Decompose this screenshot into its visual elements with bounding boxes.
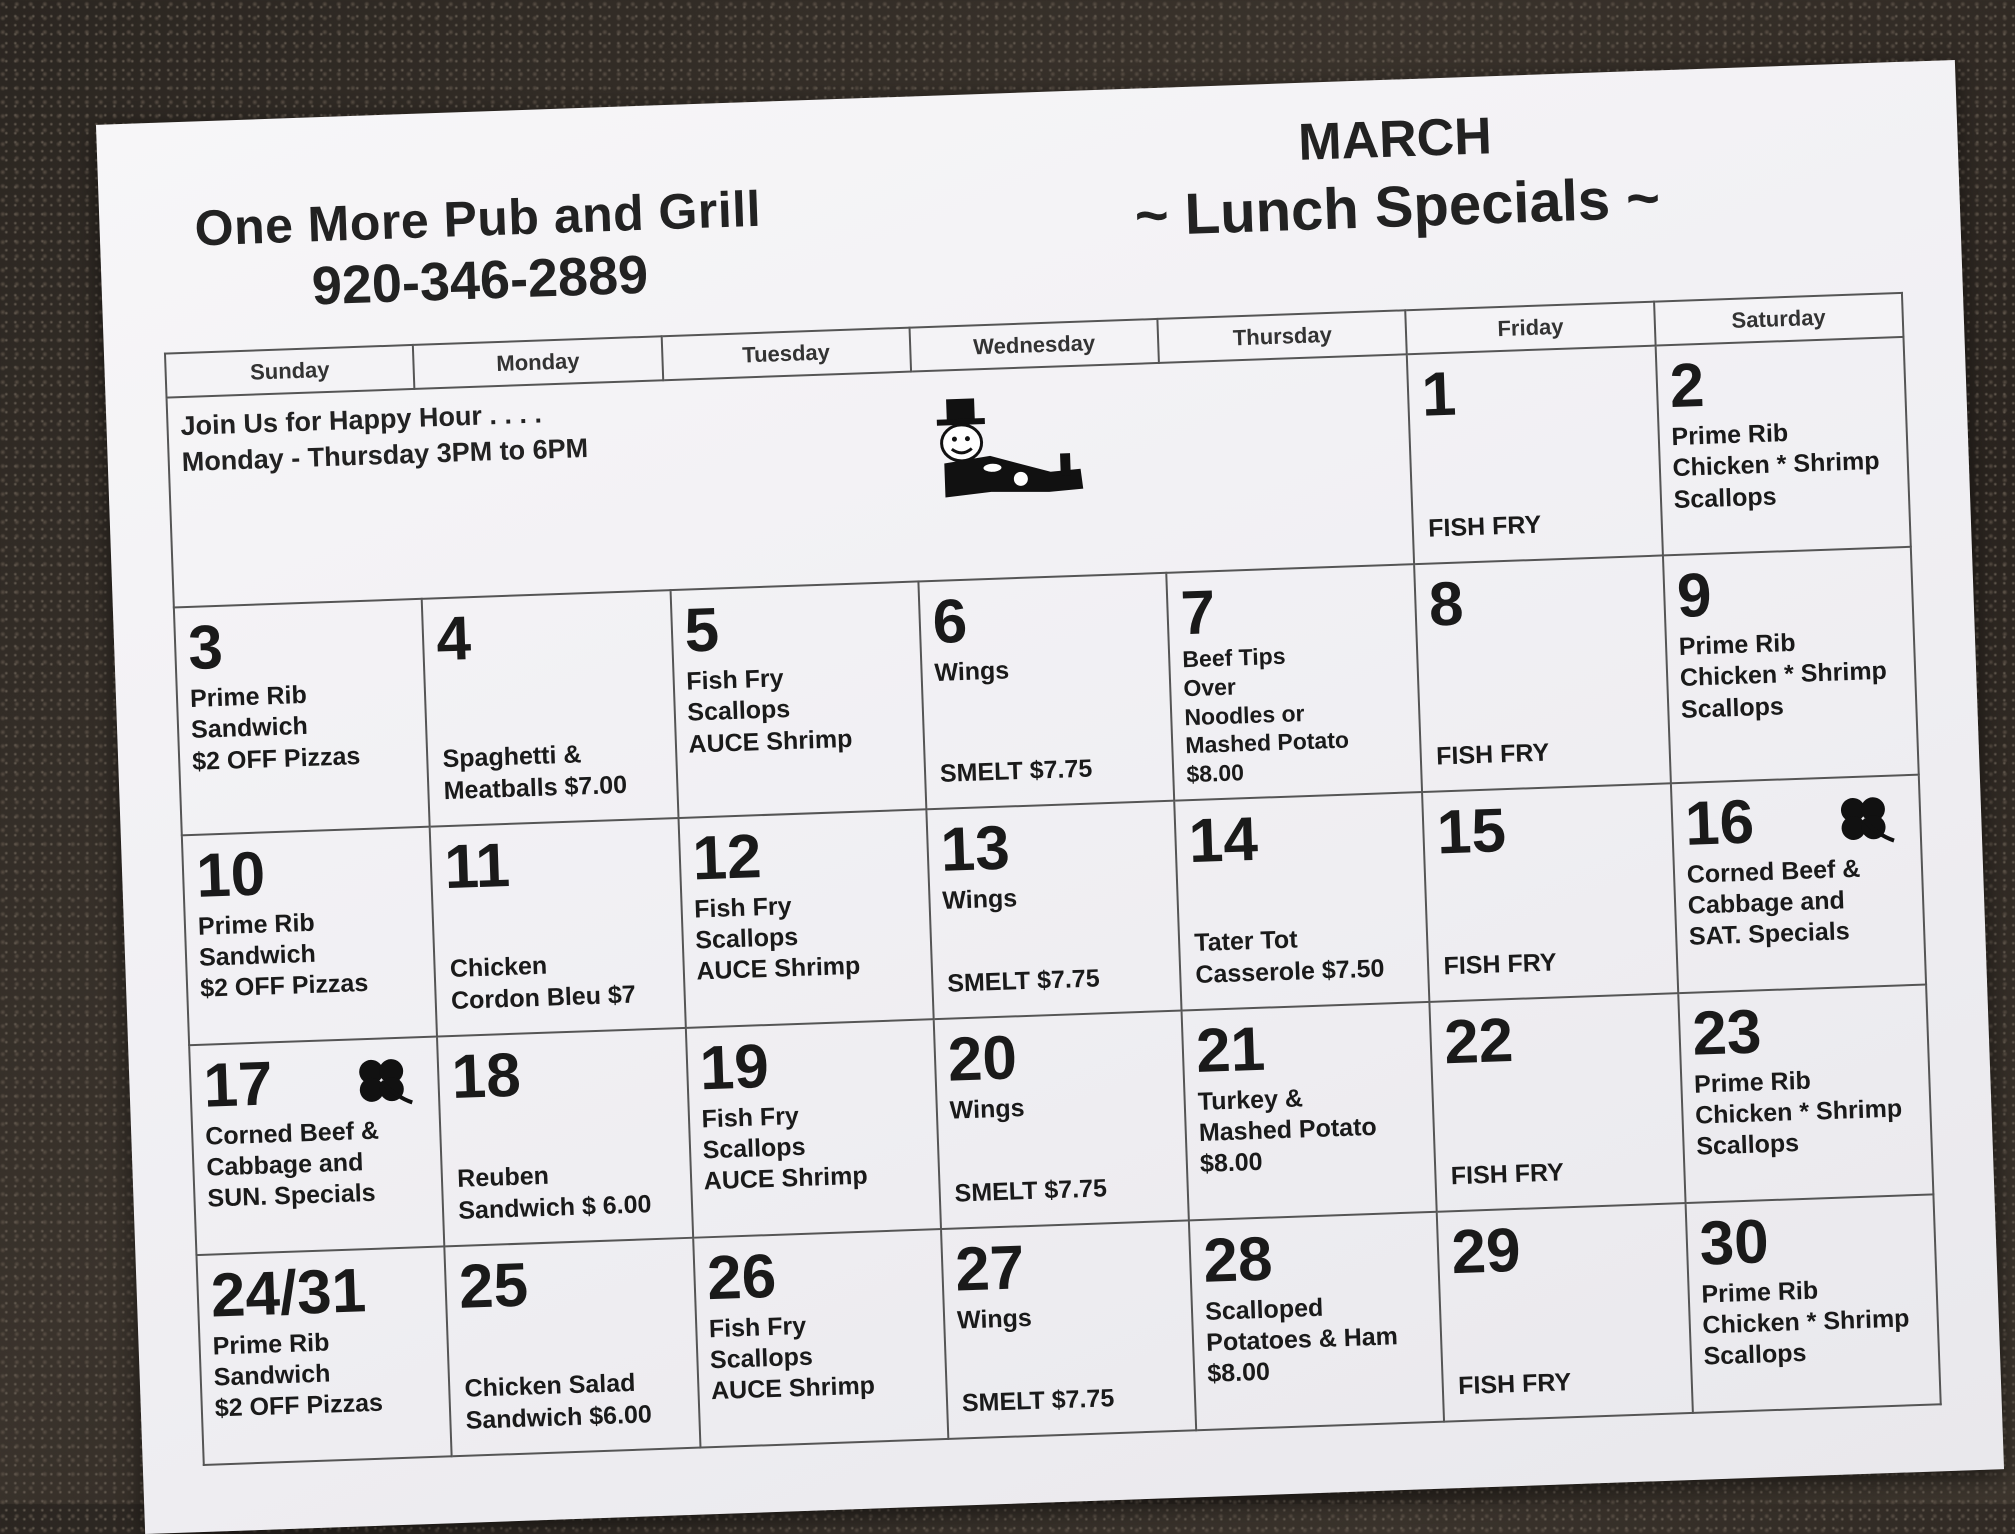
weekday-tuesday: Tuesday bbox=[661, 328, 911, 381]
day-special: Reuben Sandwich $ 6.00 bbox=[456, 1161, 652, 1225]
specials-header bbox=[1131, 100, 1661, 249]
day-cell-13 bbox=[926, 800, 1181, 1019]
day-cell-25 bbox=[445, 1237, 700, 1456]
day-special: Turkey & Mashed Potato $8.00 bbox=[1197, 1084, 1378, 1179]
day-cell-8 bbox=[1415, 555, 1671, 791]
pub-name: One More Pub and Grill bbox=[193, 180, 762, 257]
day-cell-1 bbox=[1407, 346, 1662, 565]
day-special: Prime Rib Chicken * Shrimp Scallops bbox=[1700, 1276, 1910, 1371]
day-special: Spaghetti & Meatballs $7.00 bbox=[442, 740, 628, 805]
weekday-thursday: Thursday bbox=[1158, 310, 1408, 363]
menu-sheet bbox=[96, 60, 2004, 1534]
happy-hour-line1: Join Us for Happy Hour . . . . bbox=[180, 398, 543, 442]
month-title: MARCH bbox=[1297, 107, 1493, 172]
day-special: Prime Rib Chicken * Shrimp Scallops bbox=[1693, 1066, 1903, 1161]
day-special-smelt: SMELT $7.75 bbox=[946, 963, 1101, 998]
four-leaf-clover-icon bbox=[1832, 794, 1898, 849]
day-number: 1 bbox=[1420, 359, 1458, 430]
weekday-sunday: Sunday bbox=[165, 345, 415, 398]
day-number: 4 bbox=[435, 604, 473, 675]
day-special-smelt: SMELT $7.75 bbox=[954, 1173, 1108, 1208]
day-cell-29 bbox=[1437, 1203, 1692, 1422]
happy-hour-banner bbox=[167, 354, 1415, 607]
day-special-wings: Wings bbox=[956, 1303, 1033, 1335]
day-cell-27 bbox=[941, 1220, 1196, 1439]
day-number: 12 bbox=[691, 821, 763, 894]
day-special: Prime Rib Sandwich $2 OFF Pizzas bbox=[189, 680, 361, 776]
day-cell-9 bbox=[1663, 547, 1919, 783]
day-special: Corned Beef & Cabbage and SUN. Specials bbox=[204, 1116, 380, 1213]
happy-hour-line2: Monday - Thursday 3PM to 6PM bbox=[181, 433, 589, 478]
day-cell-28 bbox=[1189, 1211, 1444, 1430]
day-special: FISH FRY bbox=[1435, 738, 1550, 770]
day-number: 8 bbox=[1427, 569, 1465, 640]
day-special: FISH FRY bbox=[1443, 947, 1557, 980]
day-cell-2 bbox=[1655, 337, 1910, 556]
day-cell-7 bbox=[1166, 564, 1422, 800]
day-cell-17 bbox=[189, 1036, 444, 1255]
day-number: 24/31 bbox=[209, 1255, 368, 1331]
day-special: Fish Fry Scallops AUCE Shrimp bbox=[685, 664, 853, 759]
day-cell-26 bbox=[693, 1229, 948, 1448]
day-special-wings: Wings bbox=[941, 883, 1018, 915]
day-number: 23 bbox=[1691, 997, 1763, 1069]
day-special: Prime Rib Sandwich $2 OFF Pizzas bbox=[197, 908, 369, 1004]
day-number: 14 bbox=[1187, 804, 1259, 876]
day-number: 17 bbox=[202, 1049, 274, 1121]
day-number: 13 bbox=[939, 813, 1011, 885]
day-special: Scalloped Potatoes & Ham $8.00 bbox=[1204, 1293, 1399, 1389]
day-number: 22 bbox=[1443, 1005, 1515, 1078]
day-cell-23 bbox=[1678, 984, 1933, 1203]
day-special-smelt: SMELT $7.75 bbox=[939, 754, 1093, 788]
calendar-grid bbox=[164, 292, 1942, 1466]
day-special: FISH FRY bbox=[1457, 1367, 1572, 1400]
pub-phone: 920-346-2889 bbox=[310, 244, 650, 317]
weekday-saturday: Saturday bbox=[1654, 293, 1904, 346]
day-special: Fish Fry Scallops AUCE Shrimp bbox=[708, 1311, 876, 1406]
day-cell-30 bbox=[1685, 1194, 1940, 1413]
day-number: 21 bbox=[1194, 1014, 1267, 1086]
day-special: Prime Rib Chicken * Shrimp Scallops bbox=[1678, 628, 1888, 724]
four-leaf-clover-icon bbox=[351, 1056, 417, 1111]
day-cell-10 bbox=[182, 826, 437, 1045]
day-number: 3 bbox=[187, 612, 224, 683]
pub-header bbox=[194, 180, 765, 322]
day-cell-4 bbox=[422, 590, 678, 826]
day-number: 25 bbox=[457, 1250, 530, 1322]
day-special: Prime Rib Sandwich $2 OFF Pizzas bbox=[212, 1328, 384, 1423]
day-number: 28 bbox=[1202, 1224, 1274, 1296]
day-number: 5 bbox=[683, 595, 721, 666]
day-cell-22 bbox=[1430, 993, 1685, 1212]
day-special: Tater Tot Casserole $7.50 bbox=[1193, 925, 1385, 989]
day-number: 9 bbox=[1675, 560, 1713, 631]
day-cell-11 bbox=[430, 818, 685, 1037]
day-special-smelt: SMELT $7.75 bbox=[961, 1383, 1115, 1417]
day-special: Chicken Cordon Bleu $7 bbox=[449, 951, 637, 1015]
weekday-monday: Monday bbox=[413, 336, 663, 389]
day-cell-19 bbox=[685, 1019, 940, 1238]
day-special: Prime Rib Chicken * Shrimp Scallops bbox=[1671, 419, 1880, 514]
day-special-wings: Wings bbox=[949, 1093, 1025, 1125]
day-special: Chicken Salad Sandwich $6.00 bbox=[464, 1369, 653, 1435]
day-special-wings: Wings bbox=[933, 656, 1010, 687]
day-cell-5 bbox=[670, 581, 926, 817]
day-cell-3 bbox=[174, 599, 430, 835]
day-number: 11 bbox=[443, 830, 512, 902]
weekday-wednesday: Wednesday bbox=[909, 319, 1159, 372]
day-special: FISH FRY bbox=[1427, 510, 1542, 543]
day-cell-16 bbox=[1671, 774, 1926, 993]
day-number: 18 bbox=[450, 1040, 522, 1112]
day-number: 2 bbox=[1668, 350, 1706, 422]
day-number: 29 bbox=[1450, 1215, 1522, 1287]
day-number: 15 bbox=[1435, 795, 1508, 868]
day-cell-14 bbox=[1174, 792, 1429, 1011]
day-cell-6 bbox=[918, 573, 1174, 809]
day-number: 27 bbox=[954, 1232, 1026, 1305]
day-special: Fish Fry Scallops AUCE Shrimp bbox=[693, 891, 861, 986]
day-number: 16 bbox=[1683, 787, 1756, 859]
day-number: 20 bbox=[946, 1023, 1019, 1095]
day-special: FISH FRY bbox=[1450, 1157, 1565, 1190]
day-number: 10 bbox=[195, 839, 267, 911]
day-cell-15 bbox=[1422, 783, 1677, 1002]
day-cell-21 bbox=[1182, 1002, 1437, 1221]
day-number: 26 bbox=[705, 1241, 778, 1313]
leprechaun-icon bbox=[928, 392, 1092, 513]
day-number: 6 bbox=[931, 586, 969, 657]
day-number: 7 bbox=[1179, 578, 1217, 649]
day-cell-18 bbox=[437, 1028, 692, 1247]
day-number: 19 bbox=[698, 1031, 770, 1104]
day-number: 30 bbox=[1698, 1206, 1770, 1279]
day-cell-24-31 bbox=[196, 1246, 451, 1465]
day-special: Fish Fry Scallops AUCE Shrimp bbox=[701, 1101, 869, 1196]
weekday-friday: Friday bbox=[1406, 302, 1656, 355]
day-cell-20 bbox=[934, 1010, 1189, 1229]
day-cell-12 bbox=[678, 809, 933, 1028]
day-special: Beef Tips Over Noodles or Mashed Potato $8.00 bbox=[1181, 642, 1350, 788]
specials-subtitle: ~ Lunch Specials ~ bbox=[1133, 165, 1662, 249]
day-special: Corned Beef & Cabbage and SAT. Specials bbox=[1686, 854, 1861, 952]
